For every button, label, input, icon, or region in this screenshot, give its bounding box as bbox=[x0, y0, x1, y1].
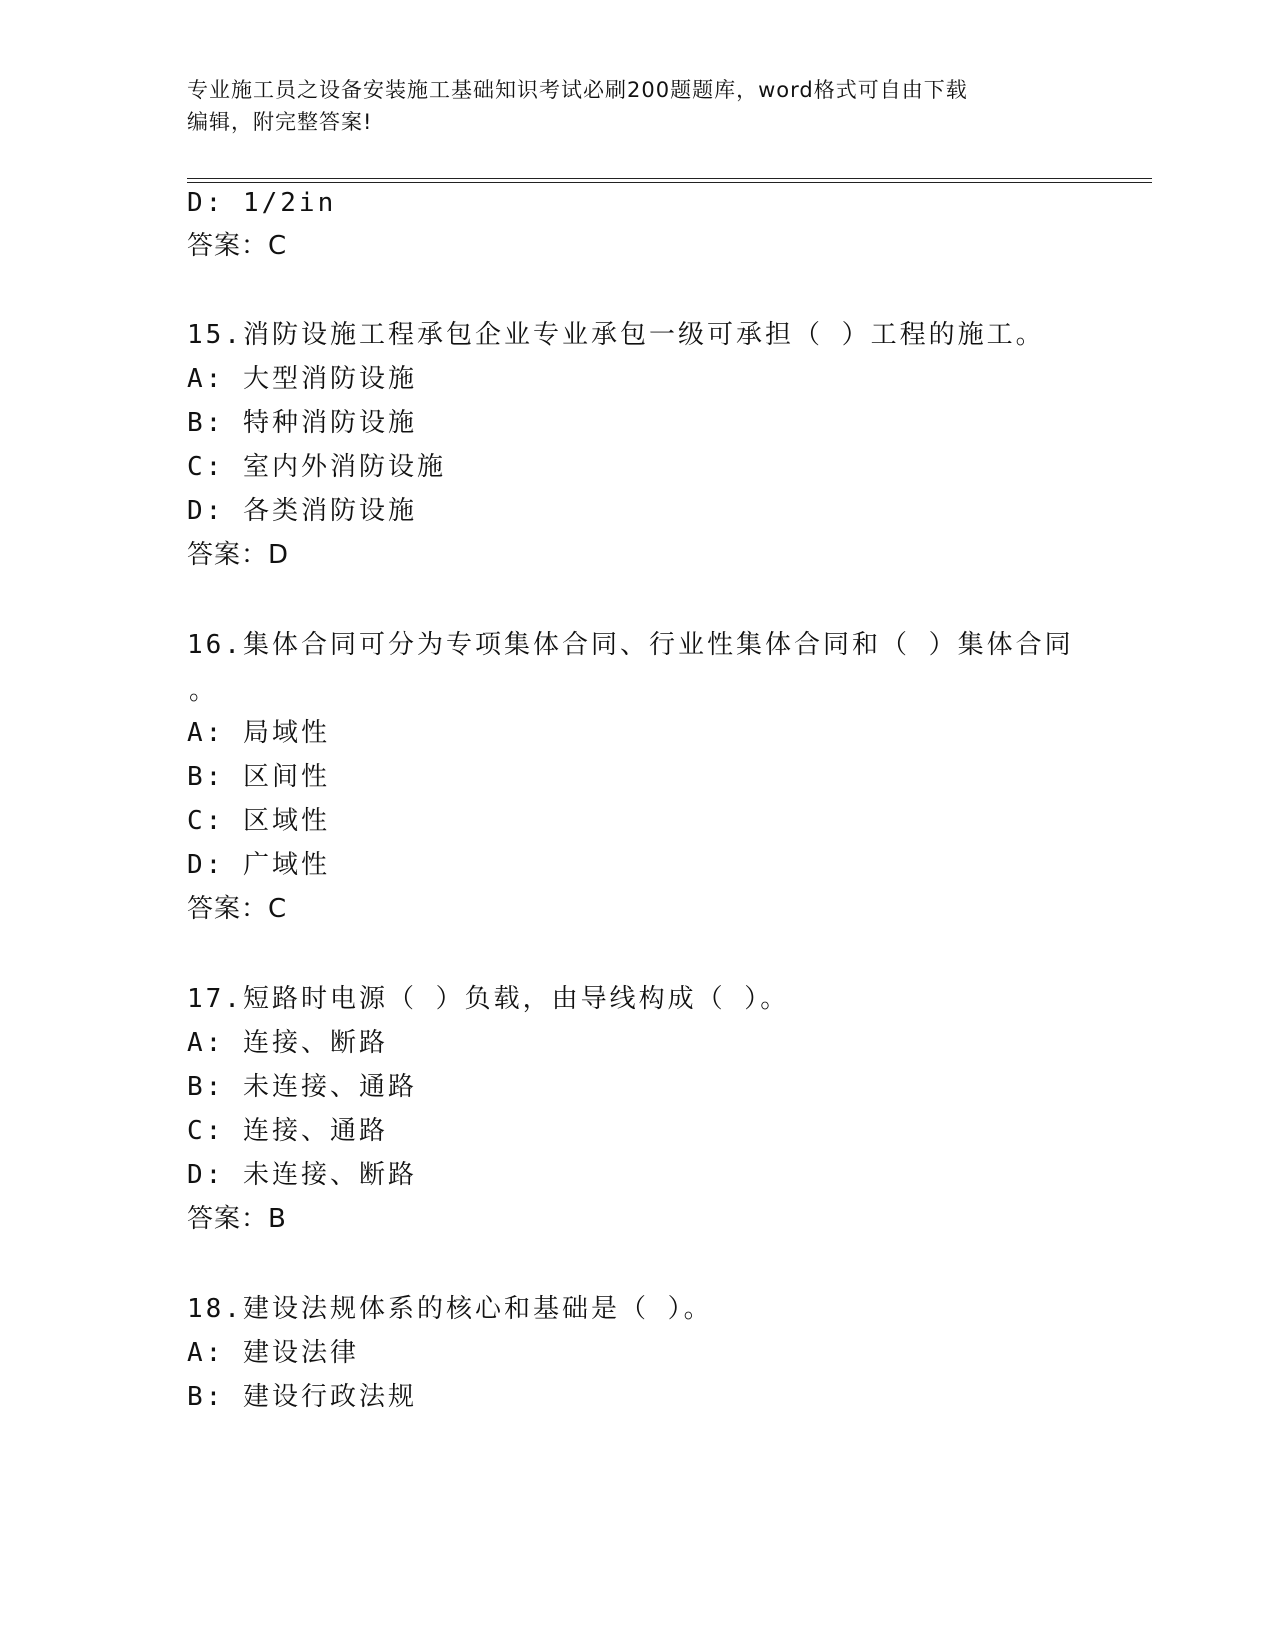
option-d: D: 各类消防设施 bbox=[187, 496, 417, 526]
question-stem: 17.短路时电源（ ）负载，由导线构成（ ）。 bbox=[187, 984, 790, 1014]
option-d: D: 广域性 bbox=[187, 850, 330, 880]
answer: 答案：D bbox=[187, 540, 290, 570]
option-b: B: 特种消防设施 bbox=[187, 408, 417, 438]
question-stem-wrap: 。 bbox=[189, 676, 216, 706]
option-a: A: 局域性 bbox=[187, 718, 330, 748]
header-title-line-2: 编辑，附完整答案! bbox=[187, 110, 373, 134]
question-stem: 18.建设法规体系的核心和基础是（ ）。 bbox=[187, 1294, 713, 1324]
answer: 答案：C bbox=[187, 231, 288, 261]
option-d: D: 未连接、断路 bbox=[187, 1160, 417, 1190]
question-stem: 16.集体合同可分为专项集体合同、行业性集体合同和（ ）集体合同 bbox=[187, 630, 1074, 660]
question-stem: 15.消防设施工程承包企业专业承包一级可承担（ ）工程的施工。 bbox=[187, 320, 1045, 350]
option-a: A: 连接、断路 bbox=[187, 1028, 388, 1058]
option-b: B: 建设行政法规 bbox=[187, 1382, 417, 1412]
answer: 答案：B bbox=[187, 1204, 287, 1234]
option-a: A: 建设法律 bbox=[187, 1338, 359, 1368]
option-c: C: 区域性 bbox=[187, 806, 330, 836]
option-c: C: 连接、通路 bbox=[187, 1116, 388, 1146]
header-title-line-1: 专业施工员之设备安装施工基础知识考试必刷200题题库，word格式可自由下载 bbox=[187, 78, 968, 102]
option-d: D: 1/2in bbox=[187, 188, 337, 218]
answer: 答案：C bbox=[187, 894, 288, 924]
option-b: B: 区间性 bbox=[187, 762, 330, 792]
document-header bbox=[187, 74, 1067, 138]
option-c: C: 室内外消防设施 bbox=[187, 452, 446, 482]
header-divider-bottom bbox=[187, 182, 1152, 183]
option-a: A: 大型消防设施 bbox=[187, 364, 417, 394]
option-b: B: 未连接、通路 bbox=[187, 1072, 417, 1102]
header-divider-top bbox=[187, 178, 1152, 179]
